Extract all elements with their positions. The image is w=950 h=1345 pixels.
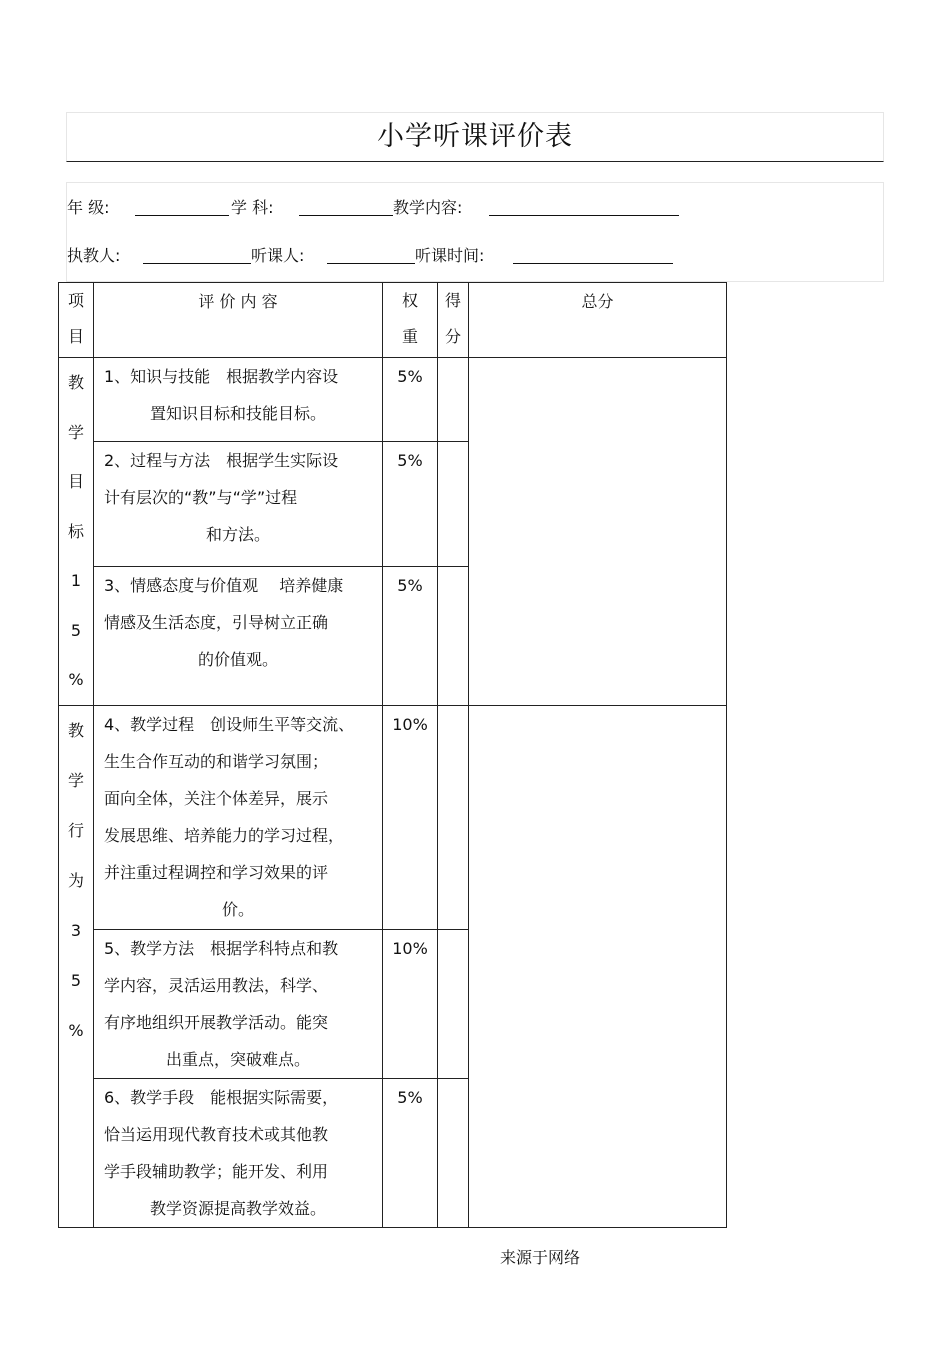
criterion-weight: 5% — [383, 567, 438, 705]
criterion-content: 4、教学过程 创设师生平等交流、 生生合作互动的和谐学习氛围； 面向全体，关注个体差异，展示 发展思维、培养能力的学习过程， 并注重过程调控和学习效果的评 价。 — [94, 705, 383, 929]
score-cell[interactable] — [438, 705, 469, 929]
listener-label: 听课人: — [251, 246, 305, 265]
criterion-content: 6、教学手段 能根据实际需要， 恰当运用现代教育技术或其他教 学手段辅助教学；能开发、利用 教学资源提高教学效益。 — [94, 1078, 383, 1227]
header-weight: 权 重 — [383, 283, 438, 358]
criterion-content: 3、情感态度与价值观 培养健康 情感及生活态度，引导树立正确 的价值观。 — [94, 567, 383, 705]
score-cell[interactable] — [438, 441, 469, 567]
subject-blank[interactable] — [299, 199, 393, 222]
header-score: 得 分 — [438, 283, 469, 358]
header-content: 评 价 内 容 — [94, 283, 383, 358]
teacher-blank[interactable] — [143, 247, 251, 270]
total-cell[interactable] — [469, 358, 727, 706]
header-total: 总分 — [469, 283, 727, 358]
criterion-weight: 10% — [383, 705, 438, 929]
teacher-label: 执教人: — [67, 246, 121, 265]
table-row — [59, 705, 727, 929]
table-header-row — [59, 283, 727, 358]
table-row — [59, 358, 727, 442]
criterion-weight: 5% — [383, 1078, 438, 1227]
subject-label: 学 科: — [231, 198, 274, 217]
category-teaching-behavior: 教 学 行 为 3 5 % — [59, 705, 94, 1227]
total-cell[interactable] — [469, 705, 727, 1227]
score-cell[interactable] — [438, 1078, 469, 1227]
criterion-content: 2、过程与方法 根据学生实际设 计有层次的“教”与“学”过程 和方法。 — [94, 441, 383, 567]
criterion-content: 5、教学方法 根据学科特点和教 学内容，灵活运用教法，科学、 有序地组织开展教学活动。能突 出重点，突破难点。 — [94, 929, 383, 1078]
criterion-weight: 10% — [383, 929, 438, 1078]
category-teaching-goals: 教 学 目 标 1 5 % — [59, 358, 94, 706]
grade-blank[interactable] — [135, 199, 229, 222]
listener-blank[interactable] — [327, 247, 415, 270]
time-label: 听课时间: — [415, 246, 485, 265]
time-blank[interactable] — [513, 247, 673, 270]
score-cell[interactable] — [438, 358, 469, 442]
criterion-weight: 5% — [383, 441, 438, 567]
evaluation-table — [58, 282, 727, 1228]
content-blank[interactable] — [489, 199, 679, 222]
criterion-content: 1、知识与技能 根据教学内容设 置知识目标和技能目标。 — [94, 358, 383, 442]
page-title: 小学听课评价表 — [66, 112, 884, 162]
score-cell[interactable] — [438, 929, 469, 1078]
info-section — [66, 182, 884, 282]
content-label: 教学内容: — [393, 198, 463, 217]
score-cell[interactable] — [438, 567, 469, 705]
criterion-weight: 5% — [383, 358, 438, 442]
header-item: 项 目 — [59, 283, 94, 358]
grade-label: 年 级: — [67, 198, 110, 217]
source-note: 来源于网络 — [500, 1248, 581, 1267]
